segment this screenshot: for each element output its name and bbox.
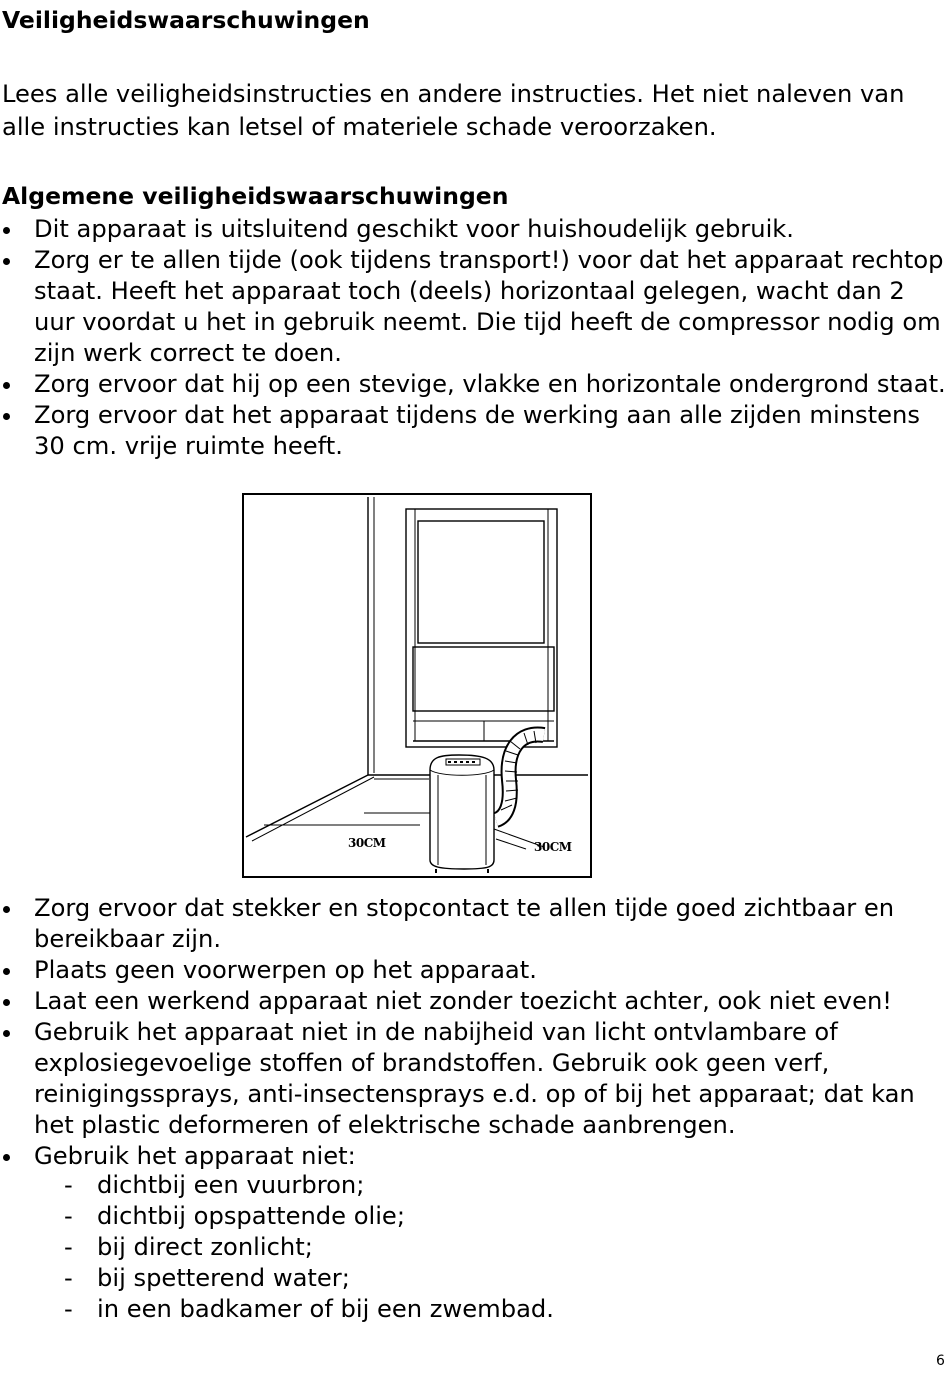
- bullet-icon: [3, 968, 10, 975]
- list-item: [0, 400, 946, 462]
- list-item: [0, 214, 946, 245]
- intro-paragraph: Lees alle veiligheidsinstructies en andere instructies. Het niet naleven van alle instructies kan letsel of materiele schade veroorzaken.: [2, 80, 905, 141]
- list-item: [0, 369, 946, 400]
- floor-left-line: [246, 775, 368, 837]
- sub-list-item-text: in een badkamer of bij een zwembad.: [97, 1295, 554, 1323]
- list-item-text: Plaats geen voorwerpen op het apparaat.: [34, 956, 537, 984]
- list-item: [0, 955, 946, 986]
- list-item-text: Zorg ervoor dat stekker en stopcontact te allen tijde goed zichtbaar en bereikbaar zijn.: [34, 894, 895, 953]
- warnings-list-general: [0, 214, 946, 462]
- page-number: 6: [936, 1353, 945, 1369]
- bullet-icon: [3, 999, 10, 1006]
- list-item-text: Zorg er te allen tijde (ook tijdens transport!) voor dat het apparaat rechtop staat. Heeft het apparaat toch (deels) horizontaal gelegen, wacht dan 2 uur voordat u het in gebruik neemt. Die tijd heeft de compressor nodig om zijn werk correct te doen.: [34, 246, 944, 367]
- list-item-text: Dit apparaat is uitsluitend geschikt voor huishoudelijk gebruik.: [34, 215, 794, 243]
- bullet-icon: [3, 906, 10, 913]
- bullet-icon: [3, 413, 10, 420]
- list-item: [0, 1017, 946, 1141]
- sub-list-item-text: bij direct zonlicht;: [97, 1233, 313, 1261]
- clearance-illustration: [242, 493, 592, 878]
- bullet-icon: [3, 227, 10, 234]
- dash-icon: -: [64, 1295, 73, 1323]
- warnings-list-usage: [0, 893, 946, 1172]
- section-heading: Algemene veiligheidswaarschuwingen: [2, 182, 509, 210]
- sub-list-item-text: bij spetterend water;: [97, 1264, 350, 1292]
- list-item-text: Gebruik het apparaat niet in de nabijheid van licht ontvlambare of explosiegevoelige stoffen of brandstoffen. Gebruik ook geen verf, reinigingssprays, anti-insectensprays e.d. op of bij het apparaat; dat kan het plastic deformeren of elektrische schade aanbrengen.: [34, 1018, 915, 1139]
- air-conditioner-body: [430, 755, 494, 869]
- list-item-text: Zorg ervoor dat het apparaat tijdens de werking aan alle zijden minstens 30 cm. vrije ruimte heeft.: [34, 401, 920, 460]
- list-item-text: Zorg ervoor dat hij op een stevige, vlakke en horizontale ondergrond staat.: [34, 370, 946, 398]
- bullet-icon: [3, 382, 10, 389]
- dash-icon: -: [64, 1171, 73, 1199]
- clearance-label-right: 30CM: [534, 840, 572, 854]
- list-item: [0, 245, 946, 369]
- sub-list-item: [64, 1170, 554, 1201]
- bullet-icon: [3, 1030, 10, 1037]
- bullet-icon: [3, 258, 10, 265]
- list-item: [0, 986, 946, 1017]
- dash-icon: -: [64, 1233, 73, 1261]
- sub-list-item: [64, 1263, 554, 1294]
- sub-list-item: [64, 1201, 554, 1232]
- page-title: Veiligheidswaarschuwingen: [2, 6, 370, 34]
- sub-list-item-text: dichtbij een vuurbron;: [97, 1171, 365, 1199]
- sub-list-item: [64, 1294, 554, 1325]
- do-not-use-conditions-list: [64, 1170, 554, 1325]
- clearance-label-left: 30CM: [348, 836, 386, 850]
- window-panel: [413, 647, 554, 711]
- window-pane: [418, 521, 544, 643]
- sub-list-item: [64, 1232, 554, 1263]
- bullet-icon: [3, 1154, 10, 1161]
- dash-icon: -: [64, 1202, 73, 1230]
- list-item-text: Gebruik het apparaat niet:: [34, 1142, 356, 1170]
- sub-list-item-text: dichtbij opspattende olie;: [97, 1202, 405, 1230]
- dash-icon: -: [64, 1264, 73, 1292]
- list-item-text: Laat een werkend apparaat niet zonder toezicht achter, ook niet even!: [34, 987, 892, 1015]
- air-conditioner-room-drawing: [244, 495, 590, 876]
- list-item: [0, 893, 946, 955]
- list-item: [0, 1141, 946, 1172]
